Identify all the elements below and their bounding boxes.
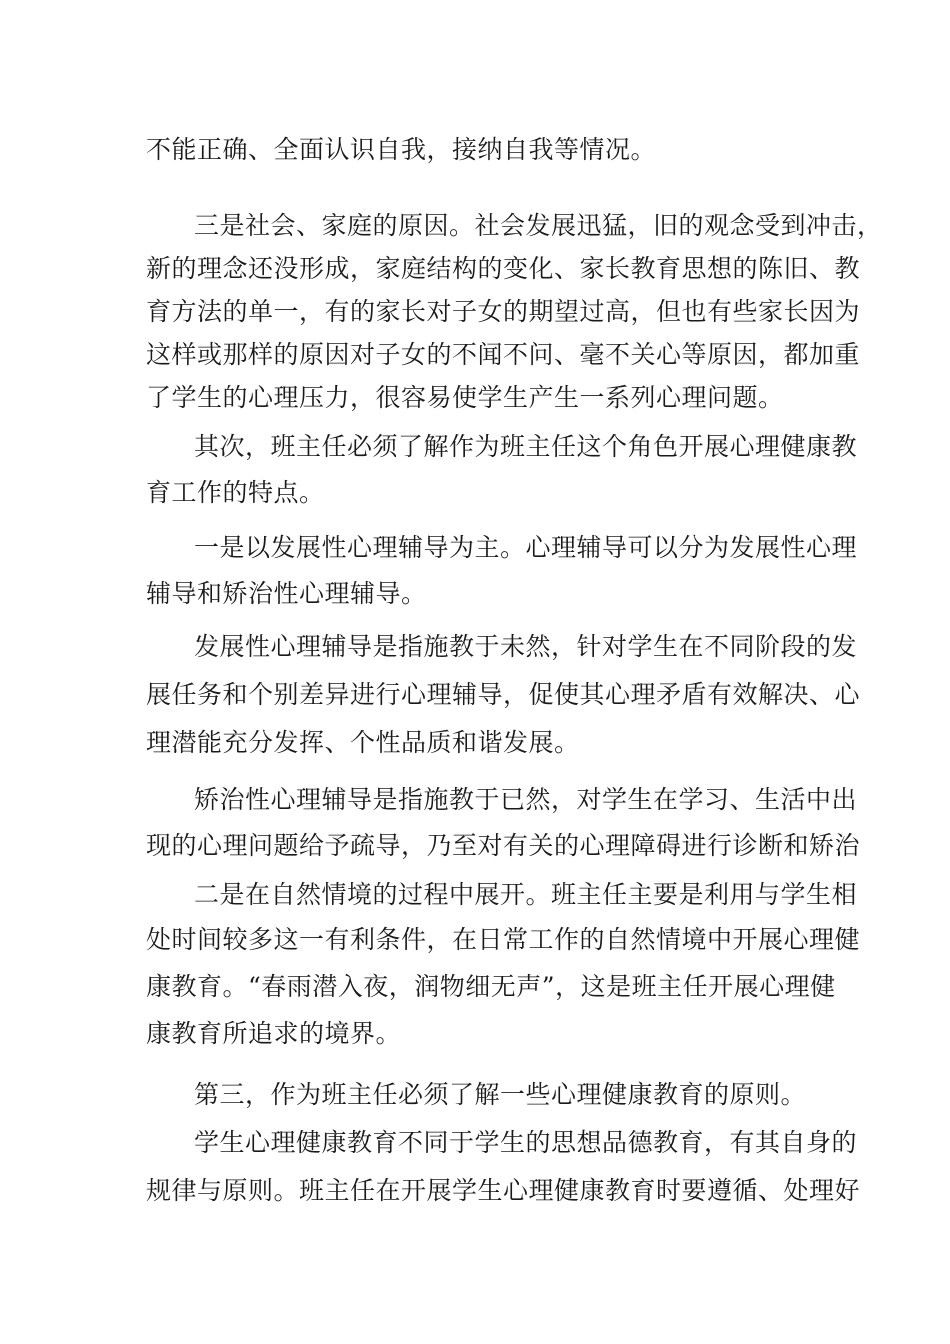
paragraph-line: 不能正确、全面认识自我，接纳自我等情况。 (146, 135, 657, 164)
paragraph-line: 辅导和矫治性心理辅导。 (146, 579, 427, 608)
paragraph-line: 一是以发展性心理辅导为主。心理辅导可以分为发展性心理 (194, 533, 858, 562)
paragraph-line: 矫治性心理辅导是指施教于已然，对学生在学习、生活中出 (194, 785, 858, 814)
paragraph-line: 规律与原则。班主任在开展学生心理健康教育时要遵循、处理好 (146, 1176, 861, 1205)
paragraph-line: 康教育所追求的境界。 (146, 1019, 402, 1048)
paragraph-line: 第三，作为班主任必须了解一些心理健康教育的原则。 (194, 1080, 807, 1109)
paragraph-line: 理潜能充分发挥、个性品质和谐发展。 (146, 728, 580, 757)
paragraph-line: 学生心理健康教育不同于学生的思想品德教育，有其自身的 (194, 1128, 858, 1157)
paragraph-line: 了学生的心理压力，很容易使学生产生一系列心理问题。 (146, 383, 784, 412)
paragraph-line: 发展性心理辅导是指施教于未然，针对学生在不同阶段的发 (194, 632, 858, 661)
paragraph-line: 新的理念还没形成，家庭结构的变化、家长教育思想的陈旧、教 (146, 254, 861, 283)
paragraph-line: 这样或那样的原因对子女的不闻不问、毫不关心等原因，都加重 (146, 340, 861, 369)
paragraph-line: 康教育。“春雨潜入夜，润物细无声”，这是班主任开展心理健 (146, 972, 836, 1001)
paragraph-line: 育工作的特点。 (146, 478, 325, 507)
paragraph-line: 其次，班主任必须了解作为班主任这个角色开展心理健康教 (194, 432, 858, 461)
paragraph-line: 育方法的单一，有的家长对子女的期望过高，但也有些家长因为 (146, 297, 861, 326)
paragraph-line: 现的心理问题给予疏导，乃至对有关的心理障碍进行诊断和矫治 (146, 831, 861, 860)
paragraph-line: 处时间较多这一有利条件，在日常工作的自然情境中开展心理健 (146, 925, 861, 954)
paragraph-line: 二是在自然情境的过程中展开。班主任主要是利用与学生相 (194, 880, 858, 909)
paragraph-line: 展任务和个别差异进行心理辅导，促使其心理矛盾有效解决、心 (146, 680, 861, 709)
paragraph-line: 三是社会、家庭的原因。社会发展迅猛，旧的观念受到冲击， (194, 211, 883, 240)
